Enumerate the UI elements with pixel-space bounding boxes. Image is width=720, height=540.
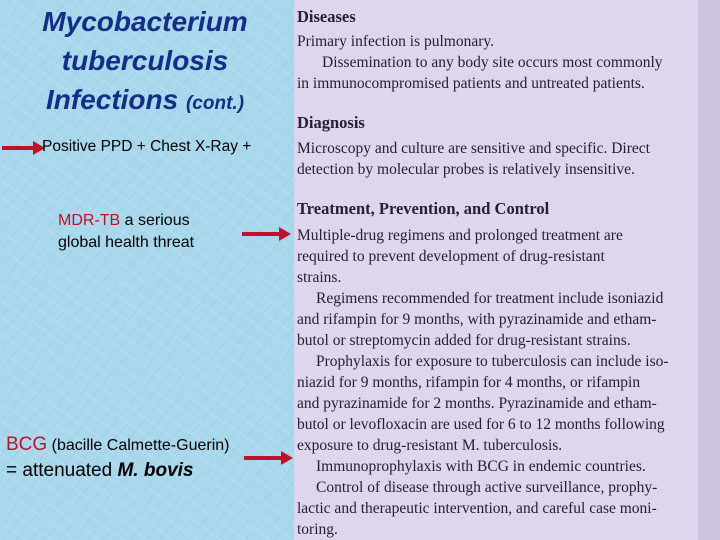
treatment-line: and pyrazinamide for 2 months. Pyrazinamide and etham- — [297, 395, 657, 412]
diseases-line: Primary infection is pulmonary. — [297, 33, 495, 50]
treatment-line: Control of disease through active surveillance, prophy- — [316, 479, 658, 496]
bcg-species: M. bovis — [117, 460, 194, 481]
treatment-line: butol or streptomycin added for drug-resistant strains. — [297, 332, 631, 349]
diseases-heading: Diseases — [297, 7, 356, 26]
treatment-heading: Treatment, Prevention, and Control — [297, 199, 550, 218]
bcg-note — [6, 434, 229, 482]
diagnosis-line: detection by molecular probes is relatively insensitive. — [297, 161, 635, 178]
ppd-note: Positive PPD + Chest X-Ray + — [42, 138, 252, 155]
treatment-line: Multiple-drug regimens and prolonged treatment are — [297, 227, 623, 244]
bcg-line1 — [6, 434, 229, 456]
bcg-label: BCG — [6, 434, 48, 455]
bcg-equals-text: = attenuated — [6, 460, 113, 481]
title-line-3 — [10, 80, 280, 123]
bcg-expansion: (bacille Calmette-Guerin) — [51, 437, 230, 454]
textbook-scan — [294, 0, 720, 540]
title-cont: (cont.) — [185, 93, 245, 114]
treatment-line: butol or levofloxacin are used for 6 to 12 months following — [297, 416, 665, 433]
diagnosis-line: Microscopy and culture are sensitive and specific. Direct — [297, 140, 650, 157]
mdr-tb-label: MDR-TB — [58, 212, 121, 229]
title-infections: Infections — [45, 84, 179, 115]
treatment-line: exposure to drug-resistant M. tuberculosis. — [297, 437, 563, 454]
title-line-1: Mycobacterium — [42, 6, 248, 37]
arrow-bcg — [244, 456, 282, 460]
diagnosis-heading: Diagnosis — [297, 113, 365, 132]
arrow-mdr — [242, 232, 280, 236]
treatment-line: strains. — [297, 269, 342, 286]
diseases-line: Dissemination to any body site occurs most commonly — [322, 54, 663, 71]
treatment-line: Regimens recommended for treatment include isoniazid — [316, 290, 664, 307]
title-line-2: tuberculosis — [61, 45, 229, 76]
diseases-line: in immunocompromised patients and untreated patients. — [297, 75, 645, 92]
mdr-note-line2: global health threat — [58, 234, 195, 251]
mdr-note-text: a serious — [124, 212, 190, 229]
treatment-line: toring. — [297, 521, 338, 538]
mdr-note — [58, 210, 194, 254]
treatment-line: lactic and therapeutic intervention, and careful case moni- — [297, 500, 657, 517]
treatment-line: required to prevent development of drug-resistant — [297, 248, 605, 265]
bcg-line2 — [6, 460, 229, 482]
treatment-line: and rifampin for 9 months, with pyrazinamide and etham- — [297, 311, 657, 328]
treatment-line: niazid for 9 months, rifampin for 4 months, or rifampin — [297, 374, 641, 391]
slide-title — [10, 2, 280, 123]
treatment-line: Immunoprophylaxis with BCG in endemic countries. — [316, 458, 646, 475]
treatment-line: Prophylaxis for exposure to tuberculosis can include iso- — [316, 353, 669, 370]
arrow-ppd — [2, 146, 34, 150]
